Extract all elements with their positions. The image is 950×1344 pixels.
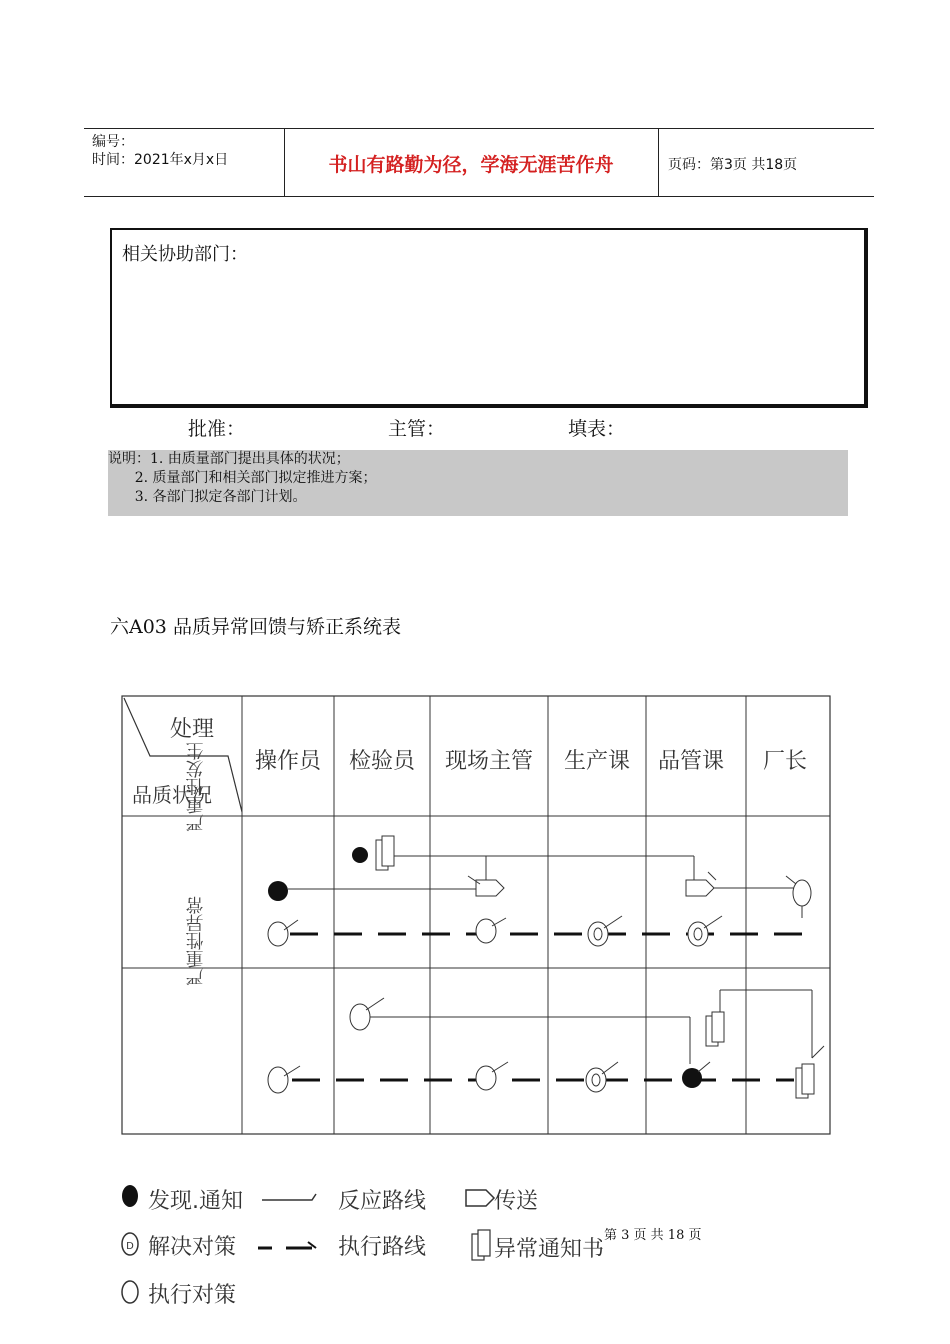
motto: 书山有路勤为径，学海无涯苦作舟	[328, 154, 614, 176]
response-line	[708, 872, 716, 880]
filler-label: 填表：	[568, 418, 626, 440]
exec-node	[476, 919, 496, 943]
exec-node	[476, 1066, 496, 1090]
legend-notice-icon	[478, 1230, 490, 1256]
column-header: 品管课	[657, 749, 725, 774]
exec-line	[492, 1062, 508, 1072]
note-line: 3. 各部门拟定各部门计划。	[108, 489, 307, 505]
approve-label: 批准：	[188, 418, 246, 440]
column-header: 检验员	[348, 749, 416, 774]
solution-node	[594, 928, 602, 940]
exec-line	[492, 918, 506, 926]
exec-line	[604, 916, 622, 928]
row2-label: 严重性异常	[185, 896, 207, 986]
transfer-node	[476, 880, 504, 896]
response-line	[786, 876, 796, 884]
transfer-node	[686, 880, 714, 896]
column-header: 生产课	[563, 749, 631, 774]
note-line: 说明：1. 由质量部门提出具体的状况；	[108, 451, 350, 467]
legend-exec-measure-icon	[122, 1281, 138, 1303]
supervisor-label: 主管：	[388, 418, 446, 440]
response-line	[812, 1046, 824, 1058]
exec-line	[698, 1062, 710, 1072]
exec-line	[704, 916, 722, 928]
solution-node	[694, 928, 702, 940]
note-line: 2. 质量部门和相关部门拟定推进方案；	[108, 470, 377, 486]
legend-transfer: 传送	[494, 1189, 539, 1214]
exec-line	[284, 920, 298, 930]
legend-transfer-icon	[466, 1190, 494, 1206]
notice-node	[712, 1012, 724, 1042]
page-info: 页码：第3页 共18页	[668, 157, 798, 173]
response-line	[366, 998, 384, 1010]
legend-discover: 发现.通知	[148, 1189, 243, 1214]
section-title: 六A03 品质异常回馈与矫正系统表	[110, 616, 401, 638]
legend-abnormal-notice: 异常通知书	[494, 1237, 605, 1262]
solution-node	[592, 1074, 600, 1086]
notice-node	[382, 836, 394, 866]
column-header: 操作员	[254, 749, 322, 774]
page-footer: 第 3 页 共 18 页	[604, 1228, 702, 1243]
exec-line	[284, 1066, 300, 1076]
row1-label: 严重性发生	[185, 742, 207, 832]
assist-dept-label: 相关协助部门：	[122, 244, 248, 265]
discover-node	[352, 847, 368, 863]
column-header: 现场主管	[444, 749, 534, 774]
legend-solution: 解决对策	[148, 1235, 237, 1260]
discover-node	[268, 881, 288, 901]
legend-exec-measure: 执行对策	[148, 1283, 237, 1308]
exec-node	[350, 1004, 370, 1030]
legend-response-icon	[262, 1194, 316, 1200]
exec-node	[268, 1067, 288, 1093]
notice-node	[802, 1064, 814, 1094]
exec-line	[602, 1062, 618, 1074]
exec-node	[268, 922, 288, 946]
column-header: 厂长	[762, 749, 808, 774]
legend-discover-icon	[122, 1185, 138, 1207]
number-label: 编号：	[92, 134, 134, 150]
corner-top-label: 处理	[170, 717, 215, 742]
legend-exec-route: 执行路线	[338, 1235, 427, 1260]
legend-response-route: 反应路线	[338, 1189, 427, 1214]
svg-text:D: D	[126, 1241, 134, 1252]
time-label: 时间：2021年x月x日	[92, 152, 229, 168]
corner-bottom-label: 品质状况	[132, 783, 212, 807]
